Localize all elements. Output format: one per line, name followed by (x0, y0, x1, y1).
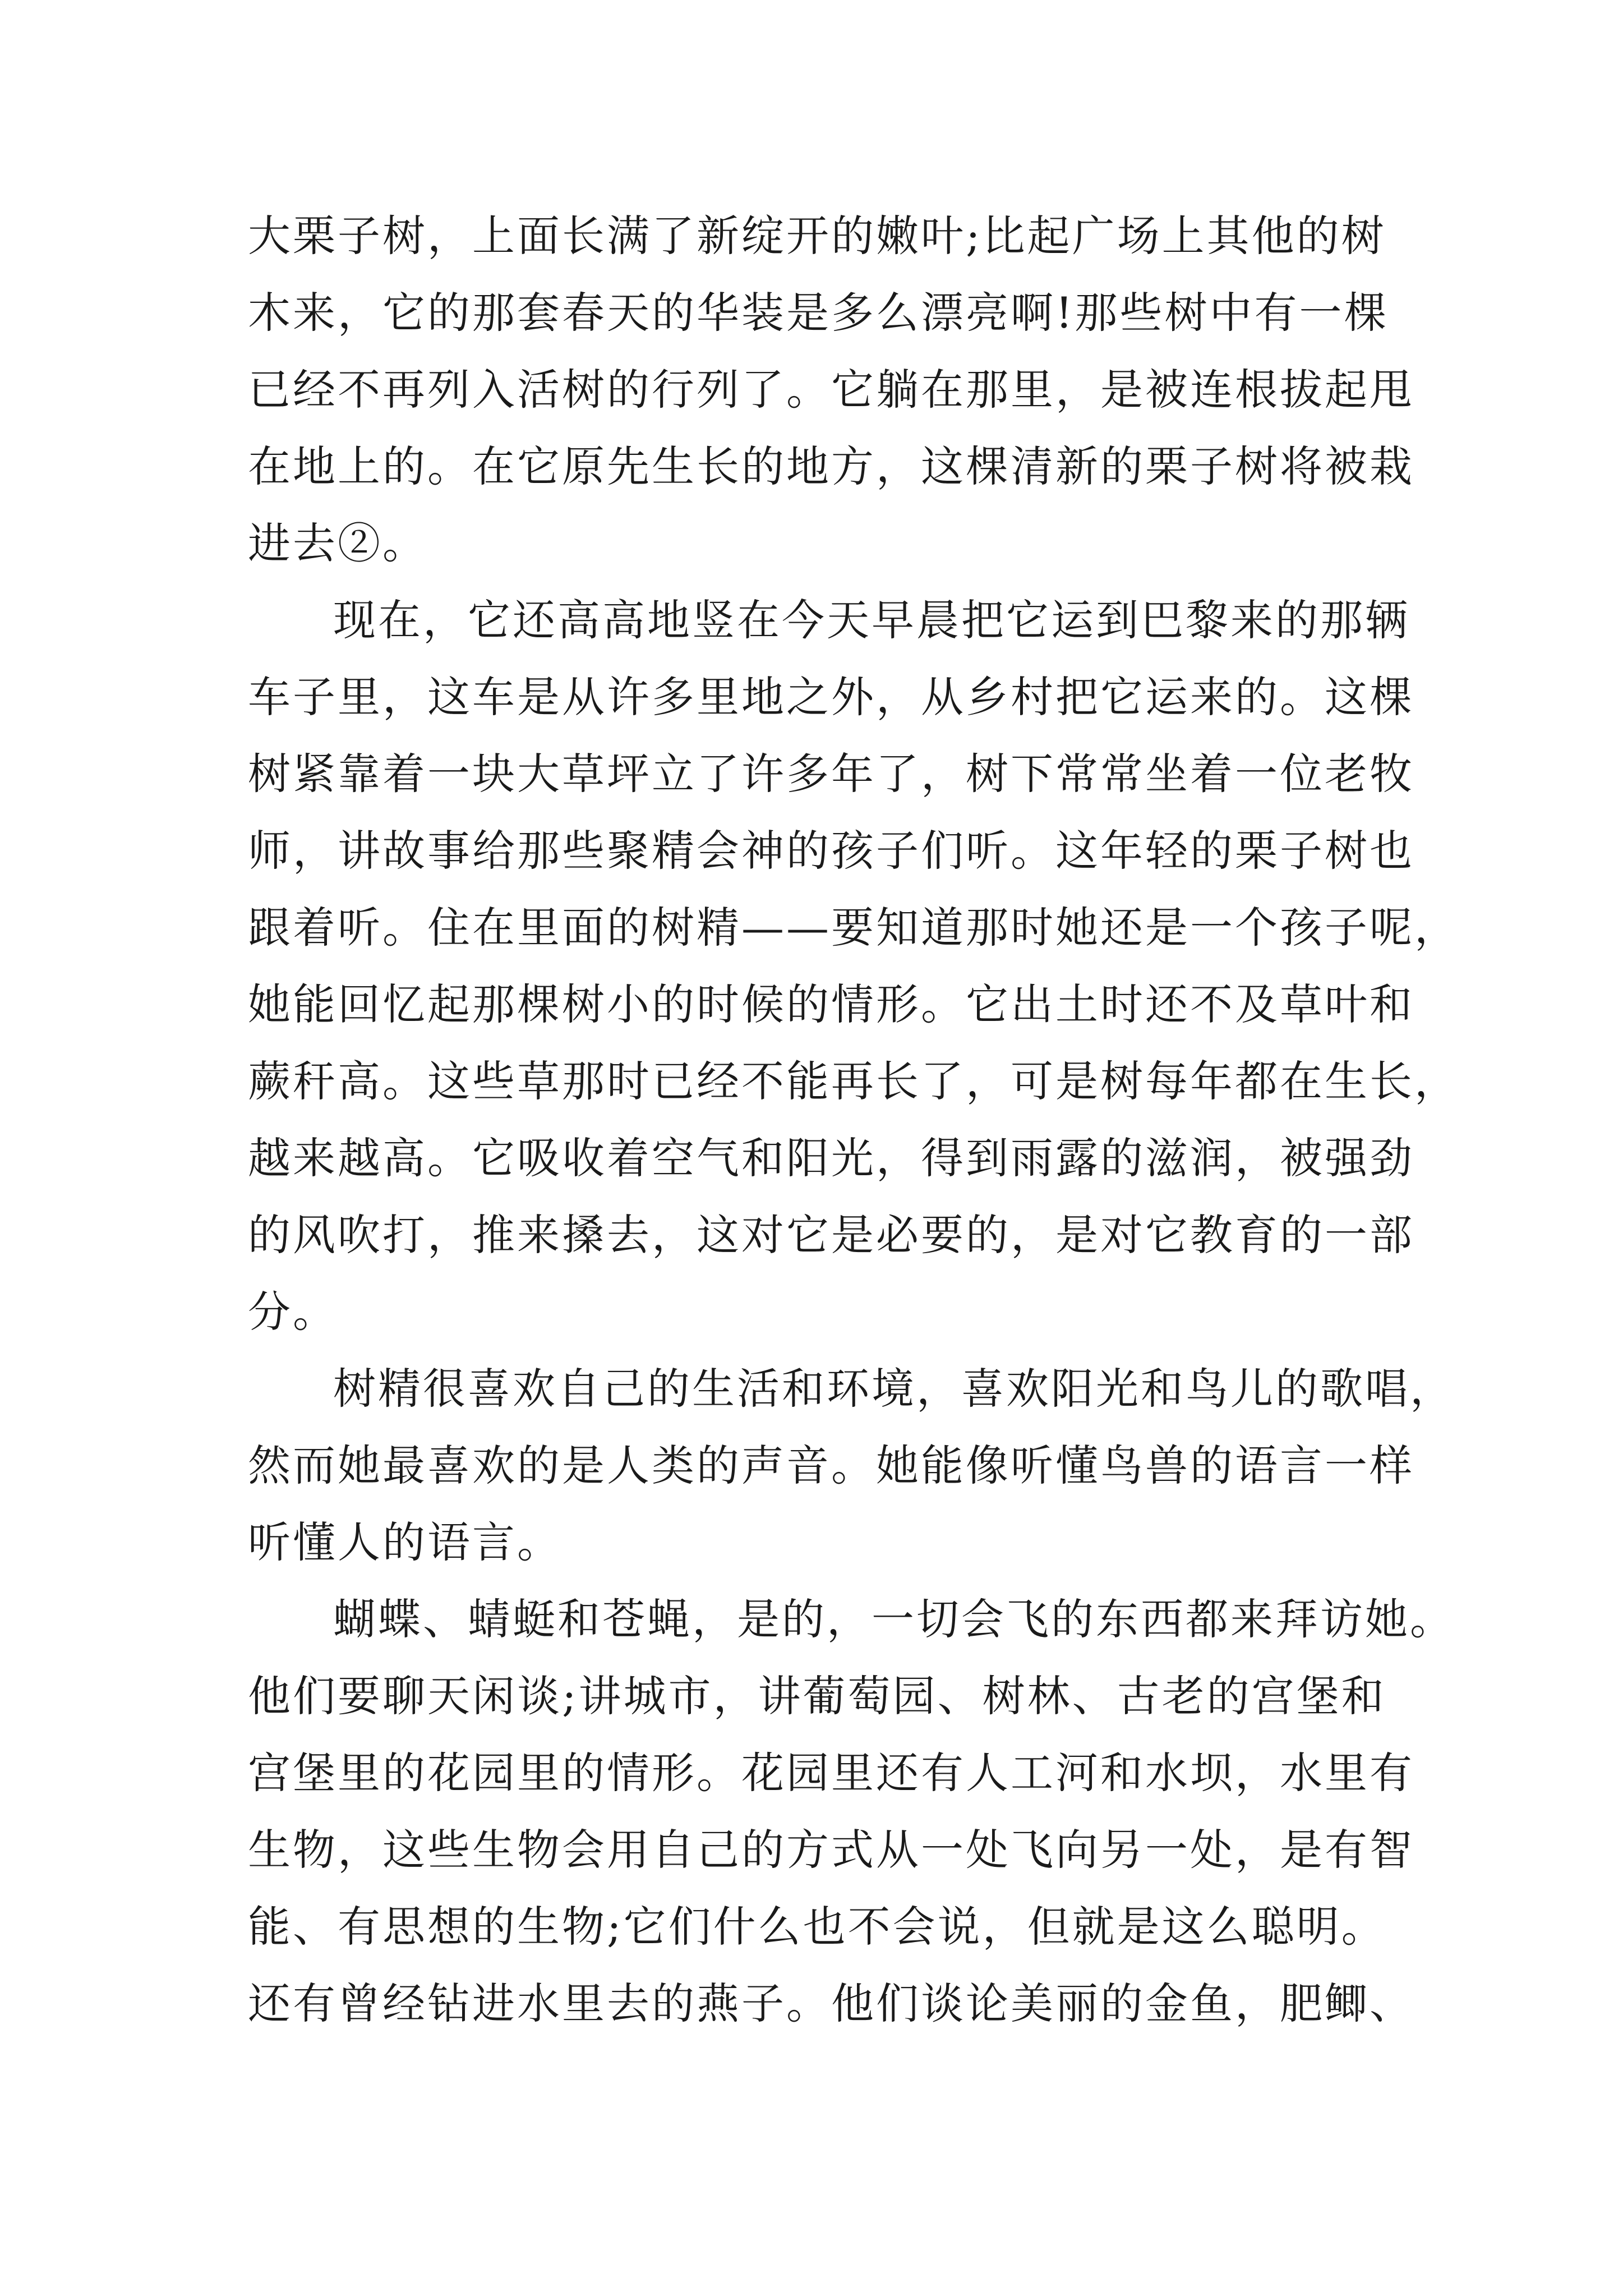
text-line: 跟着听。住在里面的树精——要知道那时她还是一个孩子呢， (248, 903, 1459, 953)
text-line: 他们要聊天闲谈;讲城市，讲葡萄园、树林、古老的宫堡和 (248, 1671, 1386, 1721)
text-line: 师，讲故事给那些聚精会神的孩子们听。这年轻的栗子树也 (248, 826, 1414, 876)
text-line: 她能回忆起那棵树小的时候的情形。它出土时还不及草叶和 (248, 979, 1414, 1029)
text-line: 宫堡里的花园里的情形。花园里还有人工河和水坝，水里有 (248, 1748, 1414, 1798)
text-line: 的风吹打，推来搡去，这对它是必要的，是对它教育的一部 (248, 1210, 1414, 1260)
text-line: 能、有思想的生物;它们什么也不会说，但就是这么聪明。 (248, 1902, 1386, 1952)
text-line: 然而她最喜欢的是人类的声音。她能像听懂鸟兽的语言一样 (248, 1441, 1414, 1490)
text-line: 大栗子树，上面长满了新绽开的嫩叶;比起广场上其他的树 (248, 211, 1386, 261)
paragraph-first-line: 蝴蝶、蜻蜓和苍蝇，是的，一切会飞的东西都来拜访她。 (333, 1594, 1455, 1644)
text-line: 越来越高。它吸收着空气和阳光，得到雨露的滋润，被强劲 (248, 1133, 1414, 1183)
text-line: 木来，它的那套春天的华装是多么漂亮啊!那些树中有一棵 (248, 288, 1389, 338)
paragraph-first-line: 现在，它还高高地竖在今天早晨把它运到巴黎来的那辆 (333, 595, 1410, 645)
text-line: 听懂人的语言。 (248, 1517, 562, 1567)
text-line: 在地上的。在它原先生长的地方，这棵清新的栗子树将被栽 (248, 441, 1414, 491)
text-line: 还有曾经钻进水里去的燕子。他们谈论美丽的金鱼，肥鲫、 (248, 1978, 1414, 2028)
text-line: 分。 (248, 1287, 338, 1337)
text-line: 进去②。 (248, 518, 427, 568)
text-line: 生物，这些生物会用自己的方式从一处飞向另一处，是有智 (248, 1825, 1414, 1875)
text-line: 已经不再列入活树的行列了。它躺在那里，是被连根拔起甩 (248, 365, 1414, 415)
body-text (248, 197, 1459, 2042)
text-line: 树紧靠着一块大草坪立了许多年了，树下常常坐着一位老牧 (248, 749, 1414, 799)
paragraph-first-line: 树精很喜欢自己的生活和环境，喜欢阳光和鸟儿的歌唱， (333, 1364, 1455, 1414)
text-line: 车子里，这车是从许多里地之外，从乡村把它运来的。这棵 (248, 672, 1414, 722)
text-line: 蕨秆高。这些草那时已经不能再长了，可是树每年都在生长， (248, 1056, 1459, 1106)
